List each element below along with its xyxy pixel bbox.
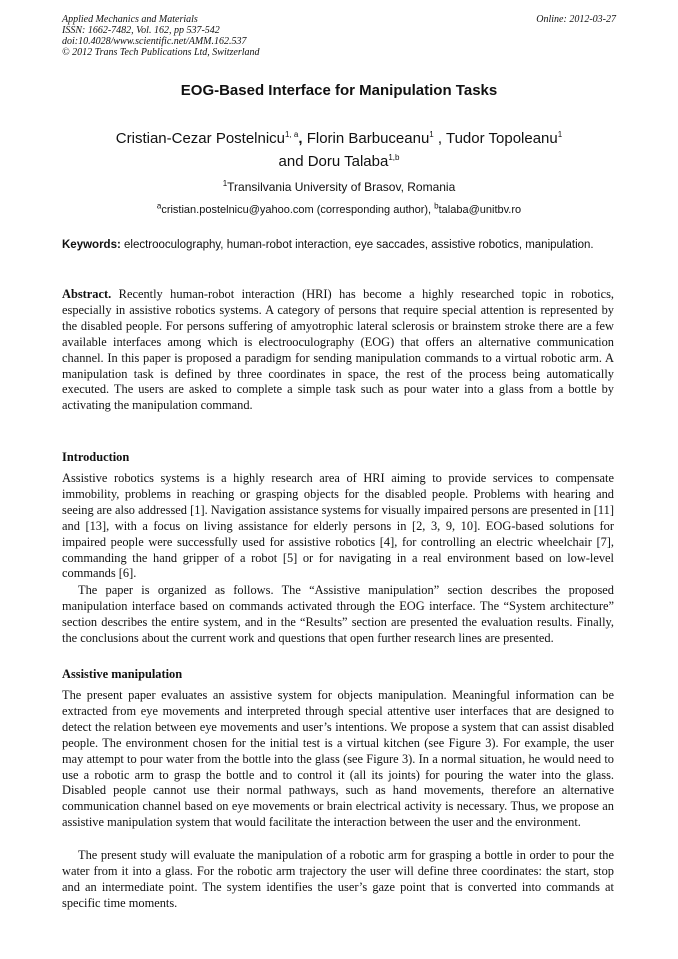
keywords-label: Keywords:: [62, 239, 121, 251]
email-mark: b: [434, 201, 439, 211]
email-b: talaba@unitbv.ro: [438, 204, 522, 216]
doi-line: doi:10.4028/www.scientific.net/AMM.162.537: [62, 36, 247, 47]
email-line: [0, 201, 678, 216]
author-affiliation-mark: 1, a: [285, 130, 299, 139]
issn-line: ISSN: 1662-7482, Vol. 162, pp 537-542: [62, 25, 220, 36]
introduction-paragraph: Assistive robotics systems is a highly research area of HRI aiming to provide services to compensate immobility, problems in reaching or grasping objects for the disabled people. Problems with hearing and seeing are also addressed [1]. Navigation assistance systems for visually impaired persons are presented in [11] and [13], with a focus on living assistance for elderly persons in [2, 3, 9, 10]. EOG-based solutions for impaired people were successfully used for assistive robotics [4], for controlling an electric wheelchair [7], commanding the hand gripper of a robot [5] or for navigating in a real environment based on low-level commands [6].: [62, 471, 614, 581]
journal-name: Applied Mechanics and Materials: [62, 14, 198, 25]
abstract-text: Recently human-robot interaction (HRI) has become a highly researched topic in robotics, especially in assistive robotics systems. A category of persons that require special attention is represented by the disabled people. For persons suffering of amyotrophic lateral sclerosis or brainstem stroke there are a few available interfaces among which is electrooculography (EOG) that offers an alternative communication channel. In this paper is proposed a paradigm for sending manipulation commands to a virtual robotic arm. A manipulation task is defined by three coordinates in space, the rest of the process being automatically executed. The users are asked to complete a simple task such as pour water into a glass from a bottle by activating the manipulation command.: [62, 287, 614, 413]
online-date: Online: 2012-03-27: [536, 14, 616, 25]
author-name: and Doru Talaba: [278, 153, 389, 170]
paper-title: EOG-Based Interface for Manipulation Tasks: [180, 82, 498, 99]
affiliation: [0, 180, 678, 194]
running-header: [62, 14, 616, 58]
keywords: [62, 237, 614, 253]
email-a: cristian.postelnicu@yahoo.com (corresponding author),: [161, 204, 435, 216]
introduction-heading: Introduction: [62, 450, 130, 464]
author-affiliation-mark: 1,b: [388, 153, 400, 162]
author-name: Tudor Topoleanu: [445, 130, 558, 147]
affiliation-mark: 1: [222, 179, 228, 188]
author-affiliation-mark: 1: [557, 130, 563, 139]
abstract: [62, 287, 614, 414]
author-list: Cristian-Cezar Postelnicu$^{1, a}$, Florin Barbuceanu$^1$ , Tudor Topoleanu$^1$ and Doru Talaba$^{1,b}$: [115, 130, 563, 170]
assistive-paragraph: The present paper evaluates an assistive system for objects manipulation. Meaningful information can be extracted from eye movements and interpreted through special attentive user interfaces that are designed to detect the relation between eye movements and user’s intentions. We propose a system that can assist disabled people. The environment chosen for the initial test is a virtual kitchen (see Figure 3). For example, the user may attempt to pour water from the bottle into the glass (see Figure 3). In a normal situation, he would need to use a robotic arm to grasp the bottle and to control it (all its joints) for pouring the water into the glass. Disabled people cannot use their normal pathways, such as hand movements, therefore an alternative communication channel based on eye movements or brain electrical activity is necessary. Thus, we propose an assistive manipulation system that would facilitate the interaction between the user and the environment.: [62, 688, 614, 830]
copyright-line: © 2012 Trans Tech Publications Ltd, Switzerland: [62, 47, 260, 58]
author-name: Cristian-Cezar Postelnicu: [115, 130, 286, 147]
affiliation-text: Transilvania University of Brasov, Romania: [227, 180, 456, 194]
author-name: Florin Barbuceanu: [306, 130, 430, 147]
keywords-text: electrooculography, human-robot interaction, eye saccades, assistive robotics, manipulation.: [120, 239, 594, 251]
assistive-manipulation-heading: Assistive manipulation: [62, 667, 183, 681]
email-mark: a: [156, 201, 162, 211]
introduction-paragraph: The paper is organized as follows. The “Assistive manipulation” section describes the proposed manipulation interface based on commands activated through the EOG interface. The “System architecture” section describes the entire system, and in the “Results” section are presented the evaluation results. Finally, the conclusions about the current work and questions that open further research lines are presented.: [62, 583, 614, 645]
abstract-label: Abstract.: [62, 287, 112, 301]
assistive-paragraph: The present study will evaluate the manipulation of a robotic arm for grasping a bottle in order to pour the water from it into a glass. For the robotic arm trajectory the user will define three coordinates: the start, stop and an intermediate point. The system identifies the user’s gaze point that is converted into commands at specific time moments.: [62, 848, 614, 910]
author-affiliation-mark: 1: [429, 130, 434, 139]
